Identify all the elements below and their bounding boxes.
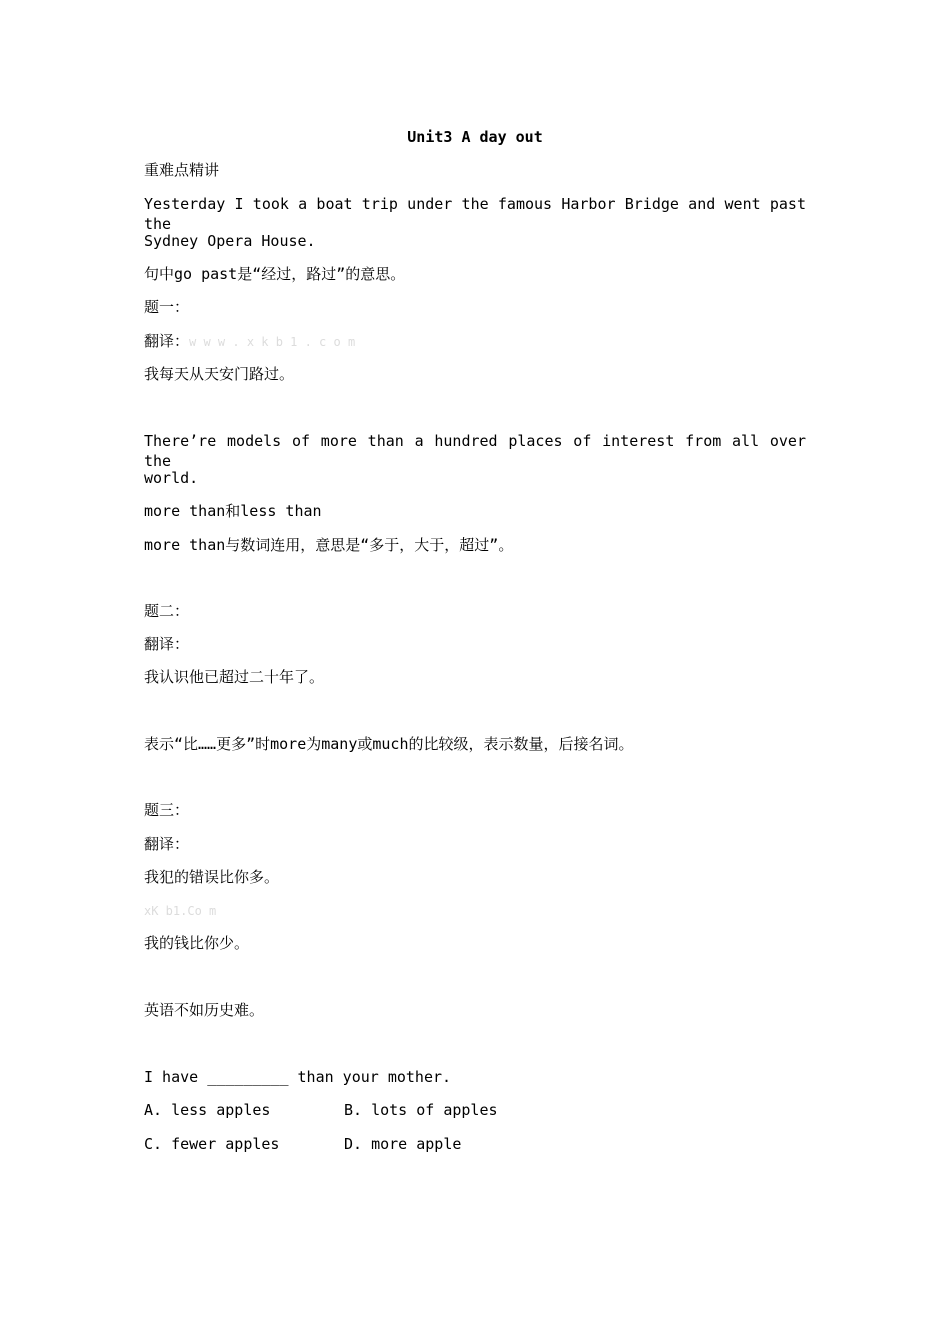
translate-label-3: 翻译： xyxy=(144,835,190,853)
translate-label-1 xyxy=(144,331,355,352)
example-sentence-2-line2: world. xyxy=(144,469,199,487)
translate-item-1: 我每天从天安门路过。 xyxy=(144,365,295,383)
translate-label-2: 翻译： xyxy=(144,635,190,653)
explanation-2: more than与数词连用，意思是“多于，大于，超过”。 xyxy=(144,536,514,554)
choice-option-d: D. more apple xyxy=(344,1135,462,1153)
translate-item-3c: 英语不如历史难。 xyxy=(144,1001,265,1019)
subheading-more-less: more than和less than xyxy=(144,502,322,520)
question-label-3: 题三： xyxy=(144,801,190,819)
translate-item-3b: 我的钱比你少。 xyxy=(144,934,250,952)
choice-question-stem: I have _________ than your mother. xyxy=(144,1068,452,1086)
translate-label-text: 翻译： xyxy=(144,332,190,350)
choice-option-a: A. less apples xyxy=(144,1101,271,1119)
example-sentence-1-line1: Yesterday I took a boat trip under the famous Harbor Bridge and went past the xyxy=(144,195,806,233)
translate-item-2: 我认识他已超过二十年了。 xyxy=(144,668,325,686)
watermark-text: w w w . x k b 1 . c o m xyxy=(189,335,356,349)
explanation-3: 表示“比……更多”时more为many或much的比较级，表示数量，后接名词。 xyxy=(144,735,634,753)
choice-option-b: B. lots of apples xyxy=(344,1101,498,1119)
watermark-text-2: xK b1.Co m xyxy=(144,904,217,918)
explanation-1: 句中go past是“经过，路过”的意思。 xyxy=(144,265,406,283)
translate-item-3a: 我犯的错误比你多。 xyxy=(144,868,280,886)
example-sentence-1-line2: Sydney Opera House. xyxy=(144,232,316,250)
document-title: Unit3 A day out xyxy=(407,128,543,146)
section-heading: 重难点精讲 xyxy=(144,161,220,179)
question-label-2: 题二： xyxy=(144,602,190,620)
example-sentence-2-line1: There’re models of more than a hundred places of interest from all over the xyxy=(144,432,806,470)
choice-option-c: C. fewer apples xyxy=(144,1135,280,1153)
question-label-1: 题一： xyxy=(144,298,190,316)
